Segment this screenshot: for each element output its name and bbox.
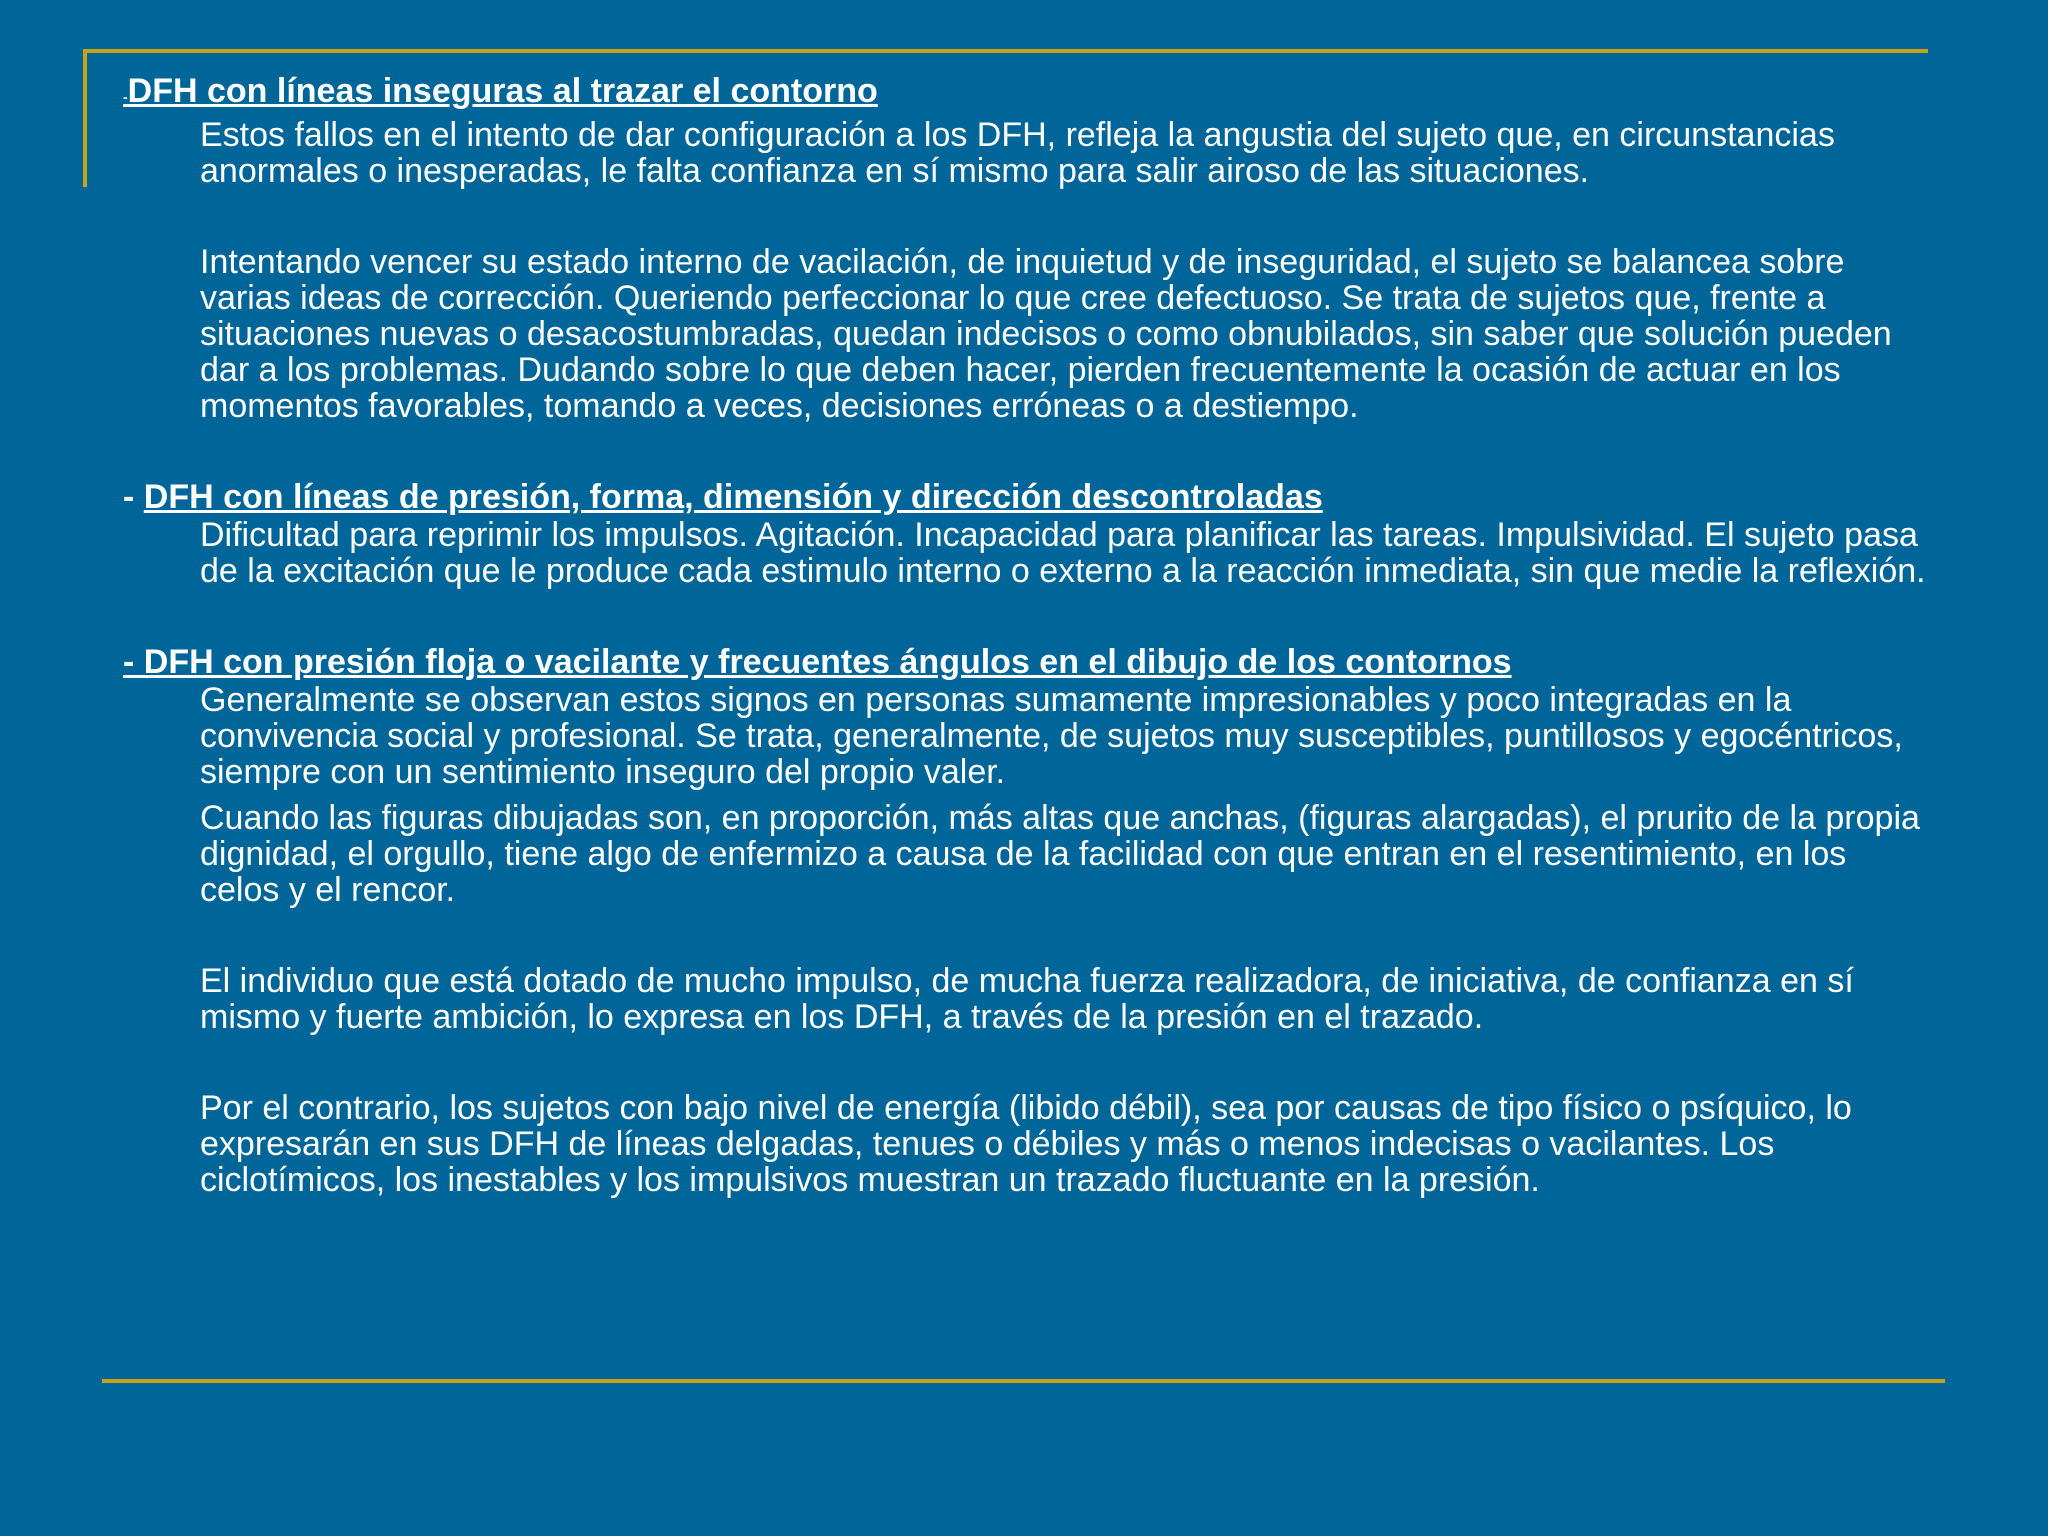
slide-content xyxy=(123,71,1933,1198)
paragraph: Dificultad para reprimir los impulsos. Agitación. Incapacidad para planificar las tareas. Impulsividad. El sujeto pasa de la excitación que le produce cada estimulo interno o externo a la reacción inmediata, sin que medie la reflexión. xyxy=(200,516,1926,590)
paragraph: Cuando las figuras dibujadas son, en proporción, más altas que anchas, (figuras alargadas), el prurito de la propia dignidad, el orgullo, tiene algo de enfermizo a causa de la facilidad con que entran en el resentimiento, en los celos y el rencor. xyxy=(200,799,1920,909)
heading-dash: - xyxy=(123,89,128,105)
paragraph: El individuo que está dotado de mucho impulso, de mucha fuerza realizadora, de iniciativa, de confianza en sí mismo y fuerte ambición, lo expresa en los DFH, a través de la presión en el trazado. xyxy=(200,962,1854,1036)
paragraph: Generalmente se observan estos signos en personas sumamente impresionables y poco integradas en la convivencia social y profesional. Se trata, generalmente, de sujetos muy susceptibles, puntillosos y egocéntricos, siempre con un sentimiento inseguro del propio valer. xyxy=(200,681,1903,791)
section-lineas-descontroladas xyxy=(123,477,1933,589)
section-heading xyxy=(123,71,1933,117)
paragraph: Por el contrario, los sujetos con bajo nivel de energía (libido débil), sea por causas de tipo físico o psíquico, lo expresarán en sus DFH de líneas delgadas, tenues o débiles y más o menos indecisas o vacilantes. Los ciclotímicos, los inestables y los impulsivos muestran un trazado fluctuante en la presión. xyxy=(200,1089,1852,1199)
section-lineas-inseguras xyxy=(123,71,1933,424)
heading-text: DFH con líneas inseguras al trazar el contorno xyxy=(127,72,878,110)
frame-top-line xyxy=(83,49,1928,53)
paragraph: Estos fallos en el intento de dar configuración a los DFH, refleja la angustia del sujeto que, en circunstancias anormales o inesperadas, le falta confianza en sí mismo para salir airoso de las situaciones. xyxy=(200,116,1835,190)
paragraph: Intentando vencer su estado interno de vacilación, de inquietud y de inseguridad, el sujeto se balancea sobre varias ideas de corrección. Queriendo perfeccionar lo que cree defectuoso. Se trata de sujetos que, frente a situaciones nuevas o desacostumbradas, quedan indecisos o como obnubilados, sin saber que solución pueden dar a los problemas. Dudando sobre lo que deben hacer, pierden frecuentemente la ocasión de actuar en los momentos favorables, tomando a veces, decisiones erróneas o a destiempo. xyxy=(200,243,1892,425)
heading-dash: - xyxy=(123,478,144,516)
heading-text: DFH con líneas de presión, forma, dimensión y dirección descontroladas xyxy=(143,478,1323,516)
section-heading xyxy=(123,477,1933,517)
section-heading: - DFH con presión floja o vacilante y frecuentes ángulos en el dibujo de los contornos xyxy=(123,643,1512,681)
frame-left-line xyxy=(83,49,87,187)
frame-bottom-line xyxy=(102,1379,1945,1383)
section-presion-floja xyxy=(123,642,1933,1198)
